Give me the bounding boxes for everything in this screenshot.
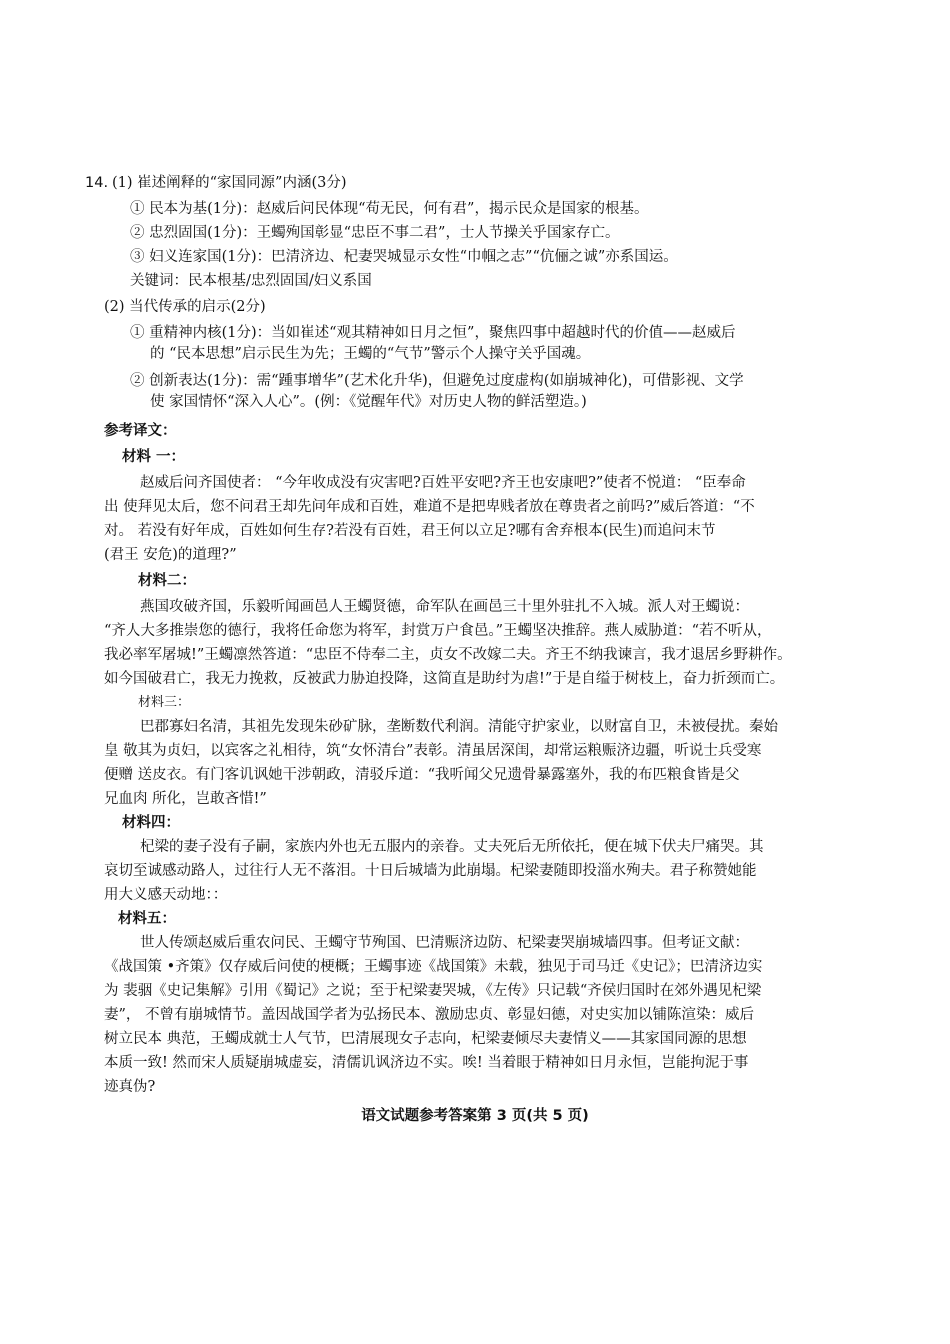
material-1-label: 材料 一： — [122, 448, 186, 465]
material-5-line: 为 裴骃《史记集解》引用《蜀记》之说；至于杞梁妻哭城，《左传》只记载“齐侯归国时在郊外遇见杞梁 — [104, 983, 762, 999]
part1-keywords: 关键词：民本根基/忠烈固国/妇义系国 — [130, 273, 372, 289]
part2-item-2-line-1: ② 创新表达(1分)：需“踵事增华”(艺术化升华)，但避免过度虚构(如崩城神化)，可借影视、文学 — [130, 373, 744, 389]
material-5-line: 树立民本 典范，王蠋成就士人气节，巴清展现女子志向，杞梁妻倾尽夫妻情义——其家国同源的思想 — [104, 1031, 747, 1047]
material-3-line: 便赠 送皮衣。有门客讥讽她干涉朝政，清驳斥道：“我听闻父兄遗骨暴露塞外，我的布匹粮食皆是父 — [104, 767, 740, 783]
material-4-line: 用大义感天动地：： — [104, 887, 228, 903]
part2-item-1-line-1: ① 重精神内核(1分)：当如崔述“观其精神如日月之恒”，聚焦四事中超越时代的价值——赵威后 — [130, 325, 736, 341]
part1-item-1: ① 民本为基(1分)：赵威后问民体现“苟无民，何有君”，揭示民众是国家的根基。 — [130, 201, 649, 217]
material-2-line: 燕国攻破齐国，乐毅听闻画邑人王蠋贤德，命军队在画邑三十里外驻扎不入城。派人对王蠋说： — [140, 599, 749, 615]
material-3-line: 皇 敬其为贞妇，以宾客之礼相待，筑“女怀清台”表彰。清虽居深闺，却常运粮赈济边疆，听说士兵受寒 — [104, 743, 762, 759]
part1-item-3: ③ 妇义连家国(1分)：巴清济边、杞妻哭城显示女性“巾帼之志”“伉俪之诚”亦系国运。 — [130, 249, 678, 265]
material-5-line: 迹真伪? — [104, 1079, 156, 1095]
material-5-line: 妻”， 不曾有崩城情节。盖因战国学者为弘扬民本、激励忠贞、彰显妇德，对史实加以铺陈渲染：威后 — [104, 1007, 755, 1023]
part1-title: (1) 崔述阐释的“家国同源”内涵(3分) — [112, 175, 347, 191]
material-1-line: (君王 安危)的道理?” — [104, 547, 237, 563]
material-2-label: 材料二： — [138, 572, 196, 589]
material-3-line: 巴郡寡妇名清，其祖先发现朱砂矿脉，垄断数代利润。清能守护家业，以财富自卫，未被侵扰。秦始 — [140, 719, 778, 735]
material-5-line: 世人传颂赵威后重农问民、王蠋守节殉国、巴清赈济边防、杞梁妻哭崩城墙四事。但考证文献： — [140, 935, 749, 951]
material-1-line: 出 使拜见太后，您不问君王却先问年成和百姓，难道不是把卑贱者放在尊贵者之前吗?”威后答道：“不 — [104, 499, 755, 515]
material-2-line: “齐人大多推崇您的德行，我将任命您为将军，封赏万户食邑。”王蠋坚决推辞。燕人威胁道：“若不听从， — [104, 623, 772, 639]
page-footer: 语文试题参考答案第 3 页(共 5 页) — [361, 1108, 589, 1124]
material-5-line: 《战国策 •齐策》仅存威后问使的梗概；王蠋事迹《战国策》未载，独见于司马迁《史记》；巴清济边实 — [104, 959, 763, 975]
material-1-line: 对。 若没有好年成，百姓如何生存?若没有百姓，君王何以立足?哪有舍弃根本(民生)而追问末节 — [104, 523, 716, 539]
material-5-label: 材料五： — [118, 910, 176, 927]
material-2-line: 如今国破君亡，我无力挽救，反被武力胁迫投降，这简直是助纣为虐!”于是自缢于树枝上，奋力折颈而亡。 — [104, 671, 785, 687]
material-4-line: 杞梁的妻子没有子嗣，家族内外也无五服内的亲眷。丈夫死后无所依托，便在城下伏夫尸痛哭。其 — [140, 839, 764, 855]
material-1-line: 赵威后问齐国使者： “今年收成没有灾害吧?百姓平安吧?齐王也安康吧?”使者不悦道： “臣奉命 — [140, 475, 746, 491]
translation-heading: 参考译文： — [104, 422, 177, 439]
part2-title: (2) 当代传承的启示(2分) — [104, 299, 266, 315]
part2-item-2-line-2: 使 家国情怀“深入人心”。(例：《觉醒年代》对历史人物的鲜活塑造。) — [150, 394, 587, 410]
part2-item-1-line-2: 的 “民本思想”启示民生为先；王蠋的“气节”警示个人操守关乎国魂。 — [150, 346, 591, 362]
material-2-line: 我必率军屠城!”王蠋凛然答道：“忠臣不侍奉二主，贞女不改嫁二夫。齐王不纳我谏言，我才退居乡野耕作。 — [104, 647, 792, 663]
material-4-label: 材料四： — [122, 814, 180, 831]
material-5-line: 本质一致! 然而宋人质疑崩城虚妄，清儒讥讽济边不实。唉! 当着眼于精神如日月永恒，岂能拘泥于事 — [104, 1055, 749, 1071]
part1-item-2: ② 忠烈固国(1分)：王蠋殉国彰显“忠臣不事二君”，士人节操关乎国家存亡。 — [130, 225, 620, 241]
material-4-line: 哀切至诚感动路人，过往行人无不落泪。十日后城墙为此崩塌。杞梁妻随即投淄水殉夫。君子称赞她能 — [104, 863, 757, 879]
material-3-label: 材料三： — [138, 695, 191, 710]
material-3-line: 兄血肉 所化，岂敢吝惜!” — [104, 791, 267, 807]
question-number: 14. — [85, 175, 109, 191]
